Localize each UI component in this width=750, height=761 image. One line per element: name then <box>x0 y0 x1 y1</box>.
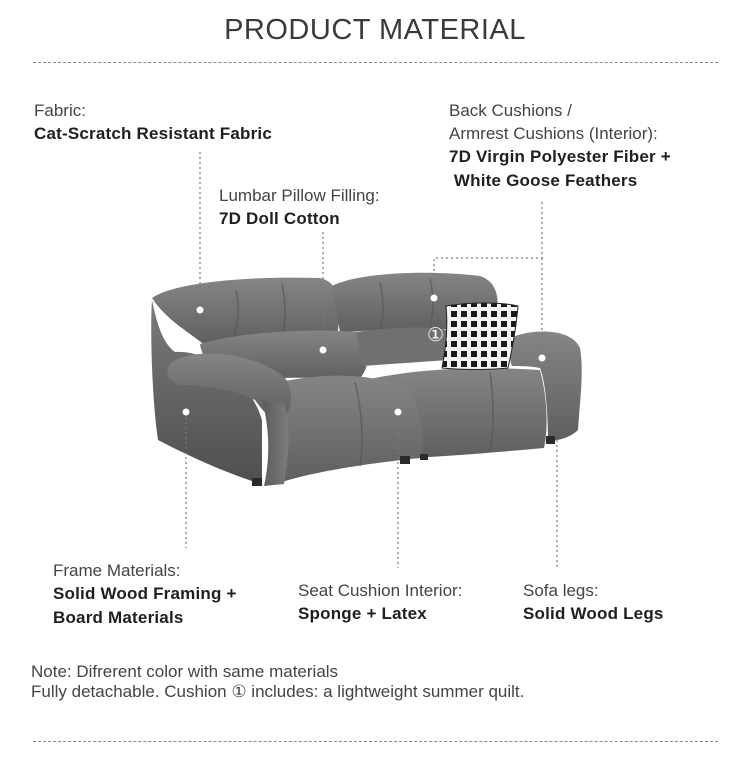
callout-fabric-value: Cat-Scratch Resistant Fabric <box>34 124 273 143</box>
callout-frame <box>53 559 237 630</box>
checkered-pillow <box>442 303 518 370</box>
cushion-number-marker: ① <box>427 324 445 346</box>
notes <box>31 662 524 702</box>
page-title: PRODUCT MATERIAL <box>224 14 526 46</box>
callout-legs <box>523 579 664 626</box>
note-line-2: Fully detachable. Cushion ① includes: a lightweight summer quilt. <box>31 682 525 701</box>
callout-legs-value: Solid Wood Legs <box>523 604 664 623</box>
callout-back-cushions-value-1: 7D Virgin Polyester Fiber + <box>449 147 671 166</box>
callout-seat-value: Sponge + Latex <box>298 604 427 623</box>
callout-lumbar-label: Lumbar Pillow Filling: <box>219 186 380 205</box>
callout-lumbar-value: 7D Doll Cotton <box>219 209 340 228</box>
callout-frame-value-1: Solid Wood Framing + <box>53 584 237 603</box>
callout-seat <box>298 579 462 626</box>
callout-fabric-label: Fabric: <box>34 101 86 120</box>
callout-back-cushions-value-2: White Goose Feathers <box>449 171 638 190</box>
callout-seat-label: Seat Cushion Interior: <box>298 581 463 600</box>
callout-frame-label: Frame Materials: <box>53 561 181 580</box>
callout-lumbar <box>219 184 380 231</box>
bottom-divider <box>33 741 718 742</box>
callout-back-cushions-label-1: Back Cushions / <box>449 101 572 120</box>
callout-back-cushions-label-2: Armrest Cushions (Interior): <box>449 124 658 143</box>
seat-left <box>272 376 423 482</box>
callout-frame-value-2: Board Materials <box>53 608 184 627</box>
callout-legs-label: Sofa legs: <box>523 581 599 600</box>
callout-fabric <box>34 99 272 146</box>
note-line-1: Note: Difrerent color with same materials <box>31 662 339 681</box>
callout-back-cushions <box>449 99 671 193</box>
